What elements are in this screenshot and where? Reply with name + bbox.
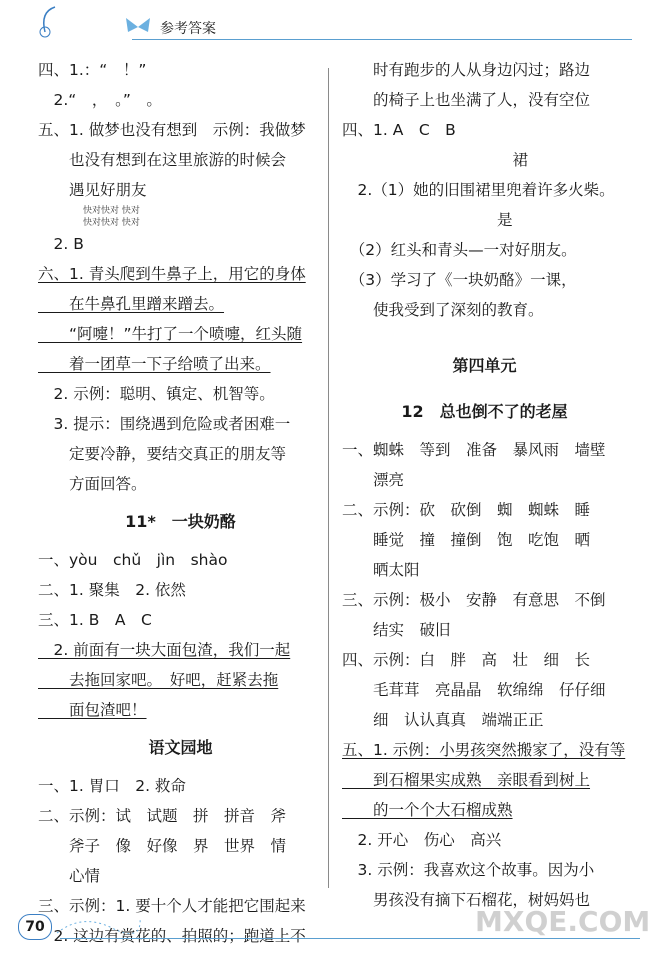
answer-line <box>38 259 323 289</box>
answer-line <box>342 205 627 235</box>
line-text: 细 认认真真 端端正正 <box>342 711 544 729</box>
answer-line <box>342 765 627 795</box>
right-column <box>342 55 627 915</box>
line-text: “阿嚏！”牛打了一个喷嚏，红头随 <box>38 325 303 343</box>
answer-line <box>342 235 627 265</box>
answer-line <box>38 861 323 891</box>
answer-line <box>38 605 323 635</box>
line-text: 快对快对 快对 <box>38 206 140 216</box>
line-text: 结实 破旧 <box>342 621 451 639</box>
answer-line <box>38 175 323 205</box>
line-text: 睡觉 撞 撞倒 饱 吃饱 晒 <box>342 531 591 549</box>
line-text: 的一个个大石榴成熟 <box>342 801 513 819</box>
answer-line <box>342 435 627 465</box>
line-text: 面包渣吧！ <box>38 701 147 719</box>
answer-line <box>38 439 323 469</box>
line-text: 方面回答。 <box>38 475 147 493</box>
line-text: 使我受到了深刻的教育。 <box>342 301 544 319</box>
left-column <box>38 55 323 951</box>
column-divider <box>328 68 329 888</box>
answer-line <box>342 615 627 645</box>
answer-line <box>342 265 627 295</box>
line-text: 男孩没有摘下石榴花，树妈妈也 <box>342 891 591 909</box>
line-text: 五、1. 做梦也没有想到 示例：我做梦 <box>38 121 306 139</box>
lamp-icon <box>30 2 90 42</box>
header-rule <box>132 39 632 40</box>
page-header <box>0 0 658 44</box>
answer-line <box>342 115 627 145</box>
line-text: 2. 示例：聪明、镇定、机智等。 <box>38 385 275 403</box>
answer-line <box>38 229 323 259</box>
section-heading <box>38 499 323 545</box>
line-text: 晒太阳 <box>342 561 420 579</box>
header-title: 参考答案 <box>160 21 216 37</box>
line-text: 心情 <box>38 867 101 885</box>
answer-line <box>342 145 627 175</box>
answer-line <box>342 495 627 525</box>
line-text: （3）学习了《一块奶酪》一课， <box>342 271 577 289</box>
line-text: 在牛鼻孔里蹭来蹭去。 <box>38 295 225 313</box>
line-text: 二、示例：试 试题 拼 拼音 斧 <box>38 807 287 825</box>
line-text: 的椅子上也坐满了人，没有空位 <box>342 91 591 109</box>
line-text: 裙 <box>342 151 529 169</box>
answer-line <box>38 695 323 725</box>
section-heading <box>38 725 323 771</box>
answer-line <box>38 55 323 85</box>
answer-line <box>38 145 323 175</box>
line-text: 3. 提示：围绕遇到危险或者困难一 <box>38 415 291 433</box>
answer-line <box>342 585 627 615</box>
line-text: 一、yòu chǔ jìn shào <box>38 551 228 569</box>
section-heading <box>342 389 627 435</box>
answer-line <box>38 771 323 801</box>
answer-line <box>38 85 323 115</box>
butterfly-icon <box>118 12 158 42</box>
line-text: 斧子 像 好像 界 世界 情 <box>38 837 287 855</box>
line-text: 到石榴果实成熟 亲眼看到树上 <box>342 771 591 789</box>
line-text: 定要冷静，要结交真正的朋友等 <box>38 445 287 463</box>
page-number: 70 <box>18 914 52 940</box>
line-text: 2. B <box>38 235 84 253</box>
answer-line <box>38 831 323 861</box>
answer-line <box>342 555 627 585</box>
answer-line <box>38 545 323 575</box>
answer-line <box>342 325 627 343</box>
answer-line <box>342 85 627 115</box>
answer-line <box>38 665 323 695</box>
line-text: 六、1. 青头爬到牛鼻子上，用它的身体 <box>38 265 306 283</box>
answer-line <box>38 205 323 217</box>
line-text: 遇见好朋友 <box>38 181 147 199</box>
answer-line <box>38 379 323 409</box>
line-text: 去拖回家吧。 好吧，赶紧去拖 <box>38 671 279 689</box>
line-text: 也没有想到在这里旅游的时候会 <box>38 151 287 169</box>
answer-line <box>38 217 323 229</box>
answer-line <box>38 115 323 145</box>
answer-line <box>38 469 323 499</box>
line-text: 2. 前面有一块大面包渣，我们一起 <box>38 641 291 659</box>
answer-line <box>342 795 627 825</box>
answer-line <box>38 575 323 605</box>
line-text: 第四单元 <box>452 356 517 375</box>
line-text: 2. 开心 伤心 高兴 <box>342 831 502 849</box>
line-text: 四、1. A C B <box>342 121 456 139</box>
line-text: 11* 一块奶酪 <box>125 512 236 531</box>
line-text: 二、1. 聚集 2. 依然 <box>38 581 186 599</box>
line-text: 着一团草一下子给喷了出来。 <box>38 355 271 373</box>
answer-line <box>342 55 627 85</box>
section-heading <box>342 343 627 389</box>
line-text: 快对快对 快对 <box>38 218 140 228</box>
answer-line <box>342 825 627 855</box>
line-text: 12 总也倒不了的老屋 <box>401 402 568 421</box>
line-text: （2）红头和青头—一对好朋友。 <box>342 241 577 259</box>
line-text: 时有跑步的人从身边闪过；路边 <box>342 61 591 79</box>
answer-line <box>38 319 323 349</box>
line-text: 四、1.：“ ！” <box>38 61 147 79</box>
line-text: 3. 示例：我喜欢这个故事。因为小 <box>342 861 595 879</box>
line-text: 漂亮 <box>342 471 405 489</box>
line-text: 2.（1）她的旧围裙里兜着许多火柴。 <box>342 181 615 199</box>
line-text: 2.“ ， 。” 。 <box>38 91 162 109</box>
line-text: 毛茸茸 亮晶晶 软绵绵 仔仔细 <box>342 681 606 699</box>
line-text: 是 <box>342 211 513 229</box>
answer-line <box>342 735 627 765</box>
line-text: 五、1. 示例：小男孩突然搬家了，没有等 <box>342 741 626 759</box>
watermark: MXQE.COM <box>475 905 651 938</box>
line-text: 三、示例：1. 要十个人才能把它围起来 <box>38 897 306 915</box>
answer-line <box>342 295 627 325</box>
answer-line <box>342 705 627 735</box>
line-text: 三、示例：极小 安静 有意思 不倒 <box>342 591 606 609</box>
answer-line <box>38 801 323 831</box>
answer-line <box>342 175 627 205</box>
vine-decoration-icon <box>52 908 142 938</box>
line-text: 四、示例：白 胖 高 壮 细 长 <box>342 651 591 669</box>
line-text: 一、蜘蛛 等到 准备 暴风雨 墙壁 <box>342 441 606 459</box>
answer-line <box>342 855 627 885</box>
line-text: 三、1. B A C <box>38 611 152 629</box>
line-text: 一、1. 胃口 2. 救命 <box>38 777 186 795</box>
answer-line <box>342 645 627 675</box>
footer-rule <box>60 938 640 939</box>
answer-line <box>342 525 627 555</box>
answer-line <box>342 675 627 705</box>
line-text: 二、示例：砍 砍倒 蜘 蜘蛛 睡 <box>342 501 591 519</box>
answer-line <box>38 289 323 319</box>
answer-line <box>38 409 323 439</box>
line-text: 语文园地 <box>148 738 213 757</box>
answer-line <box>38 349 323 379</box>
answer-line <box>38 635 323 665</box>
line-text: 2. 这边有赏花的、拍照的；跑道上不 <box>38 927 306 945</box>
answer-line <box>342 465 627 495</box>
